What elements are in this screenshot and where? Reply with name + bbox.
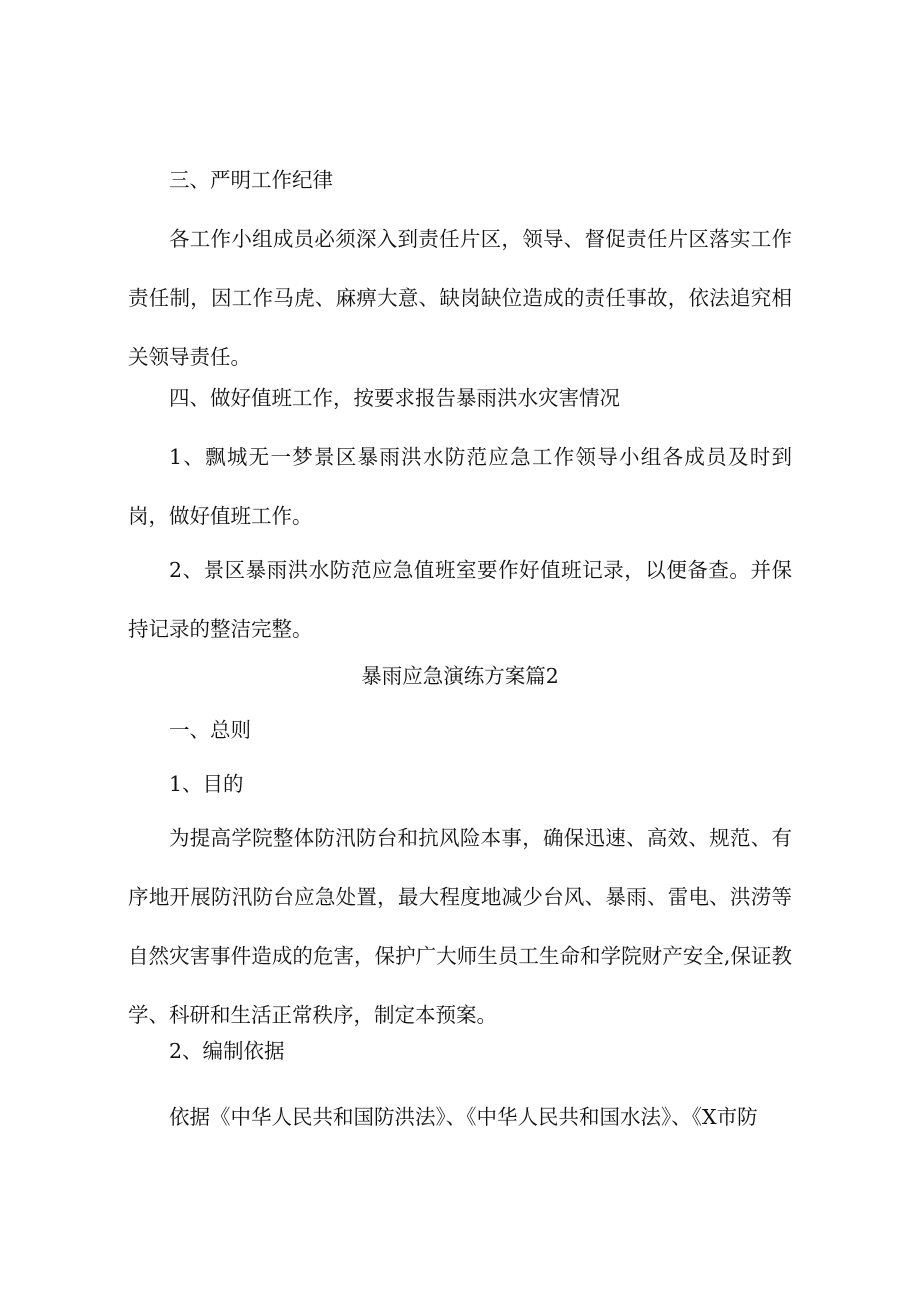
paragraph-purpose: 为提高学院整体防汛防台和抗风险本事，确保迅速、高效、规范、有序地开展防汛防台应急处置，最大程度地减少台风、暴雨、雷电、洪涝等自然灾害事件造成的危害，保护广大师生员工生命和学院财产安全,保证教学、科研和生活正常秩序，制定本预案。	[128, 826, 792, 1027]
paragraph-discipline: 各工作小组成员必须深入到责任片区，领导、督促责任片区落实工作责任制，因工作马虎、麻痹大意、缺岗缺位造成的责任事故，依法追究相关领导责任。	[128, 227, 792, 369]
heading-section-4: 四、做好值班工作，按要求报告暴雨洪水灾害情况	[169, 386, 620, 410]
list-item-duty-1: 1、飘城无一梦景区暴雨洪水防范应急工作领导小组各成员及时到岗，做好值班工作。	[128, 445, 792, 528]
list-item-purpose: 1、目的	[169, 772, 244, 796]
heading-section-3: 三、严明工作纪律	[169, 168, 333, 192]
list-item-duty-2: 2、景区暴雨洪水防范应急值班室要作好值班记录，以便备查。并保持记录的整洁完整。	[128, 558, 792, 641]
heading-general: 一、总则	[169, 718, 251, 742]
paragraph-basis: 依据《中华人民共和国防洪法》、《中华人民共和国水法》、《X市防	[169, 1105, 758, 1129]
list-item-basis: 2、编制依据	[169, 1039, 285, 1063]
section-title: 暴雨应急演练方案篇2	[361, 664, 559, 688]
